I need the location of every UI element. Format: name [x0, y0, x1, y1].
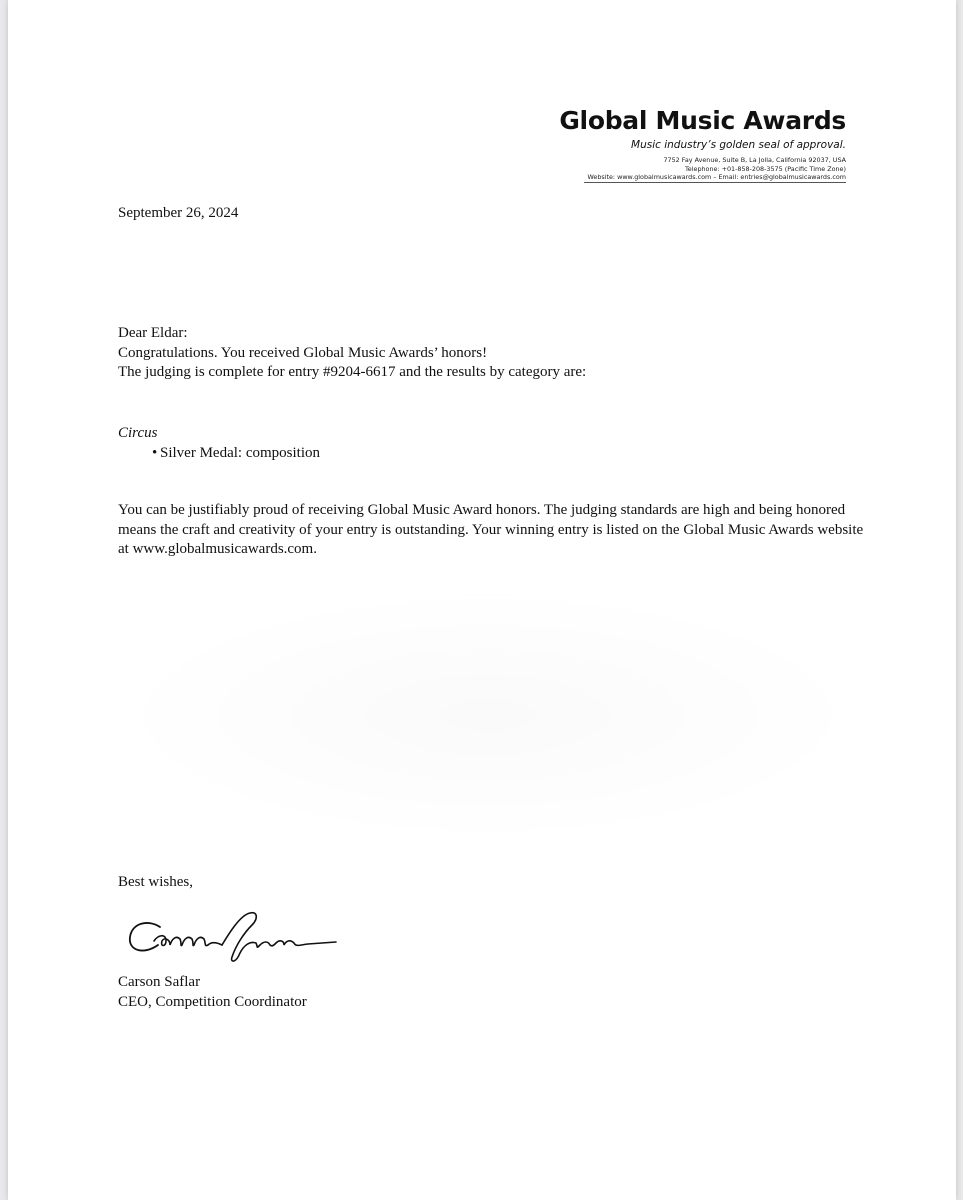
award-category: Circus: [118, 425, 158, 441]
letter-page: [8, 0, 956, 1200]
handwritten-signature-icon: [118, 905, 348, 967]
address-block: [559, 156, 846, 182]
organization-name: Global Music Awards: [559, 106, 846, 135]
contact-line: Website: www.globalmusicawards.com – Email: entries@globalmusicawards.com: [587, 173, 846, 182]
letterhead: [559, 104, 846, 183]
bullet-icon: •: [152, 445, 158, 461]
letterhead-divider: [584, 182, 846, 183]
closing: Best wishes,: [118, 874, 193, 890]
tagline: Music industry’s golden seal of approval.: [631, 139, 846, 151]
congratulations-line: Congratulations. You received Global Music Awards’ honors!: [118, 344, 488, 361]
body-paragraph: You can be justifiably proud of receiving Global Music Award honors. The judging standards are high and being honored means the craft and creativity of your entry is outstanding. Your winning entry is listed on the Global Music Awards website at www.globalmusicawards.com.: [118, 502, 864, 557]
signature-image: [118, 905, 348, 972]
letter-date: September 26, 2024: [118, 205, 239, 221]
address-line: 7752 Fay Avenue, Suite B, La Jolla, California 92037, USA: [663, 156, 846, 164]
telephone-line: Telephone: +01-858-208-3575 (Pacific Time Zone): [684, 164, 846, 173]
redacted-area: [118, 590, 858, 840]
judging-line: The judging is complete for entry #9204-6617 and the results by category are:: [118, 364, 587, 380]
award-text: Silver Medal: composition: [160, 445, 320, 461]
signer-name: Carson Saflar: [118, 974, 201, 990]
salutation: Dear Eldar:: [118, 325, 188, 341]
signer-title: CEO, Competition Coordinator: [118, 994, 307, 1010]
signer-block: [118, 972, 307, 1012]
award-item: [118, 443, 320, 463]
award-list: [118, 443, 320, 463]
opening-block: [118, 324, 858, 383]
